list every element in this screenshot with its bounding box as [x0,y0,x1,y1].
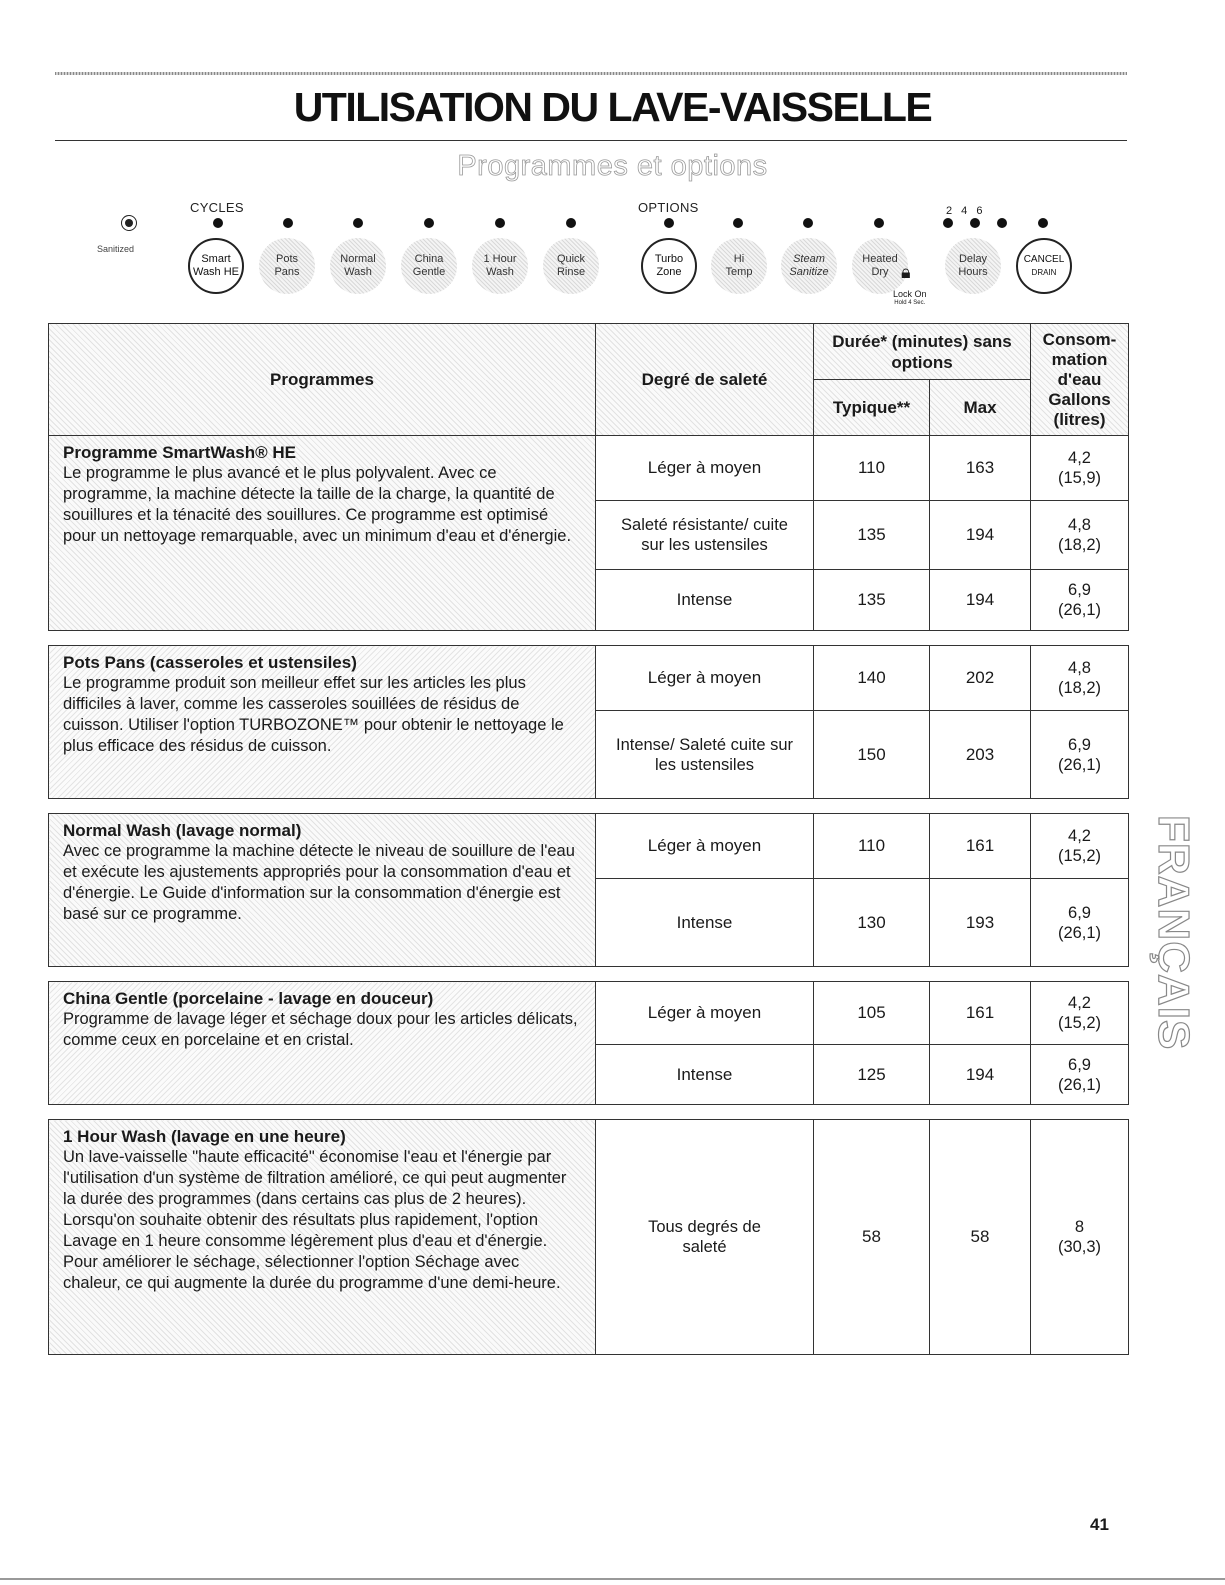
header-max: Max [930,380,1031,436]
program-description: Le programme produit son meilleur effet sur les articles les plus difficiles à laver, comme les casseroles souillées de résidus de cuisson. Utiliser l'option TURBOZONE™ pour obtenir le nettoyage le plus efficace des résidus de cuisson. [63,674,564,755]
time-typical: 110 [814,814,930,879]
time-typical: 58 [814,1120,930,1355]
program-name: China Gentle (porcelaine - lavage en douceur) [63,989,434,1008]
water-litres: (18,2) [1057,679,1102,697]
heated-dry-button [852,238,908,294]
button-label-line1: Smart [201,253,231,265]
led-icon [943,218,953,228]
button-label-line2: Temp [725,266,753,278]
button-label-line1: Quick [556,253,586,265]
water-use [1031,814,1129,879]
soil-level: Intense/ Saleté cuite sur les ustensiles [596,711,814,799]
water-use [1031,646,1129,711]
button-label-line2: Zone [656,266,682,278]
control-panel-illustration [0,0,1225,320]
delay-hours-button [945,238,1001,294]
water-use [1031,982,1129,1045]
program-china-gentle [49,982,596,1105]
hi-temp-button [711,238,767,294]
sanitized-indicator-icon [121,215,137,231]
bottom-divider [0,1578,1225,1580]
quick-rinse-button [543,238,599,294]
water-gallons: 8 [1074,1218,1085,1236]
header-programmes: Programmes [49,324,596,436]
program-pots-pans [49,646,596,799]
cycles-label: CYCLES [190,200,244,215]
time-max: 194 [930,1045,1031,1105]
time-typical: 125 [814,1045,930,1105]
china-gentle-button [401,238,457,294]
section-subtitle: Programmes et options [457,150,768,182]
steam-sanitize-button [781,238,837,294]
lock-icon: 🔒︎ [901,262,911,282]
water-litres: (26,1) [1057,923,1102,942]
led-icon [353,218,363,228]
program-one-hour-wash [49,1120,596,1355]
program-name: Pots Pans (casseroles et ustensiles) [63,653,357,672]
button-label-line1: Normal [340,253,376,265]
water-gallons: 4,2 [1068,994,1091,1012]
water-use [1031,436,1129,501]
page-title: UTILISATION DU LAVE-VAISSELLE [293,84,932,130]
water-gallons: 4,2 [1068,827,1091,845]
button-label-line2: Wash [486,266,514,278]
water-gallons: 4,2 [1068,449,1091,467]
led-icon [213,218,223,228]
header-consommation: Consom-mation d'eau Gallons (litres) [1031,324,1129,436]
water-use [1031,570,1129,631]
soil-level: Tous degrés de saleté [596,1120,814,1355]
soil-level: Léger à moyen [596,982,814,1045]
led-icon [424,218,434,228]
soil-level: Intense [596,1045,814,1105]
water-gallons: 4,8 [1068,659,1091,677]
lock-hint-text: Hold 4 Sec. [894,300,926,306]
page-number: 41 [1090,1515,1109,1534]
led-icon [997,218,1007,228]
normal-wash-button [330,238,386,294]
led-icon [664,218,674,228]
delay-hours-numbers: 2 4 6 [946,205,983,217]
time-typical: 140 [814,646,930,711]
water-litres: (15,9) [1057,469,1102,487]
led-icon [495,218,505,228]
water-gallons: 6,9 [1068,903,1091,922]
soil-level: Intense [596,879,814,967]
header-duree: Durée* (minutes) sans options [814,324,1031,380]
time-typical: 110 [814,436,930,501]
button-label-line1: 1 Hour [483,253,517,265]
button-label-line2: Wash [344,266,372,278]
led-icon [874,218,884,228]
button-label-line2: Gentle [412,266,446,278]
program-name: Programme SmartWash® HE [63,443,296,462]
time-max: 203 [930,711,1031,799]
program-description: Le programme le plus avancé et le plus polyvalent. Avec ce programme, la machine détecte la taille de la charge, la quantité de souillures et la ténacité des souillures. Ce programme est optimisé pour un nettoyage remarquable, avec un minimum d'eau et d'énergie. [63,464,572,545]
button-label-line1: Delay [958,253,988,265]
water-litres: (15,2) [1057,847,1102,865]
program-name: 1 Hour Wash (lavage en une heure) [63,1127,346,1146]
button-label-line2: DRAIN [1031,268,1057,277]
time-typical: 135 [814,501,930,570]
program-description: Avec ce programme la machine détecte le niveau de souillure de l'eau et exécute les ajustements appropriés pour la consommation d'eau et d'énergie. Le Guide d'information sur la consommation d'énergie est basé sur ce programme. [63,842,575,923]
program-description: Un lave-vaisselle "haute efficacité" économise l'eau et l'énergie par l'utilisation d'un système de filtration amélioré, ce qui peut augmenter la durée des programmes (dans certains cas plus de 2 heures). Lorsqu'on souhaite obtenir des résultats plus rapidement, l'option Lavage en 1 heure consomme légèrement plus d'eau et d'énergie. Pour améliorer le séchage, sélectionner l'option Séchage avec chaleur, ce qui augmente la durée du programme d'une demi-heure. [63,1148,567,1292]
program-smartwash [49,436,596,631]
lock-on-text: Lock On [893,289,927,299]
header-typique: Typique** [814,380,930,436]
water-gallons: 6,9 [1068,735,1091,754]
water-litres: (30,3) [1057,1238,1102,1256]
soil-level: Saleté résistante/ cuite sur les ustensiles [596,501,814,570]
program-normal-wash [49,814,596,967]
button-label-line2: Wash HE [192,266,240,278]
time-max: 202 [930,646,1031,711]
button-label-line1: CANCEL [1023,254,1065,265]
led-icon [566,218,576,228]
time-typical: 135 [814,570,930,631]
led-icon [1038,218,1048,228]
led-icon [803,218,813,228]
time-max: 193 [930,879,1031,967]
led-icon [283,218,293,228]
button-label-line1: Steam [793,253,825,265]
button-label-line2: Sanitize [789,266,829,278]
time-typical: 150 [814,711,930,799]
header-degre: Degré de saleté [596,324,814,436]
soil-level: Intense [596,570,814,631]
water-use [1031,1120,1129,1355]
led-icon [970,218,980,228]
water-gallons: 4,8 [1068,516,1091,534]
button-label-line1: China [414,253,444,265]
program-description: Programme de lavage léger et séchage doux pour les articles délicats, comme ceux en porcelaine et en cristal. [63,1010,578,1049]
language-side-tab: FRANÇAIS [1149,815,1198,1051]
water-use [1031,501,1129,570]
turbo-zone-button [641,238,697,294]
water-gallons: 6,9 [1068,581,1091,599]
water-use [1031,711,1129,799]
pots-pans-button [259,238,315,294]
button-label-line1: Pots [275,253,298,265]
time-max: 194 [930,570,1031,631]
cancel-drain-button [1016,238,1072,294]
program-name: Normal Wash (lavage normal) [63,821,302,840]
options-label: OPTIONS [638,200,699,215]
water-litres: (26,1) [1057,755,1102,774]
water-litres: (26,1) [1057,601,1102,619]
time-max: 58 [930,1120,1031,1355]
soil-level: Léger à moyen [596,814,814,879]
time-max: 161 [930,982,1031,1045]
smart-wash-button [188,238,244,294]
sanitized-label: Sanitized [97,244,135,254]
water-use [1031,879,1129,967]
button-label-line2: Hours [958,266,988,278]
button-label-line1: Turbo [654,253,684,265]
led-icon [733,218,743,228]
time-max: 161 [930,814,1031,879]
water-use [1031,1045,1129,1105]
soil-level: Léger à moyen [596,436,814,501]
time-max: 163 [930,436,1031,501]
time-typical: 105 [814,982,930,1045]
water-litres: (15,2) [1057,1014,1102,1032]
programs-table [48,323,1129,1355]
time-typical: 130 [814,879,930,967]
soil-level: Léger à moyen [596,646,814,711]
water-litres: (26,1) [1057,1075,1102,1094]
time-max: 194 [930,501,1031,570]
lock-on-label [893,290,927,308]
button-label-line1: Heated [862,253,898,265]
one-hour-wash-button [472,238,528,294]
button-label-line2: Dry [871,266,889,278]
button-label-line2: Pans [274,266,300,278]
button-label-line1: Hi [733,253,745,265]
water-gallons: 6,9 [1068,1055,1091,1074]
water-litres: (18,2) [1057,536,1102,554]
button-label-line2: Rinse [556,266,586,278]
